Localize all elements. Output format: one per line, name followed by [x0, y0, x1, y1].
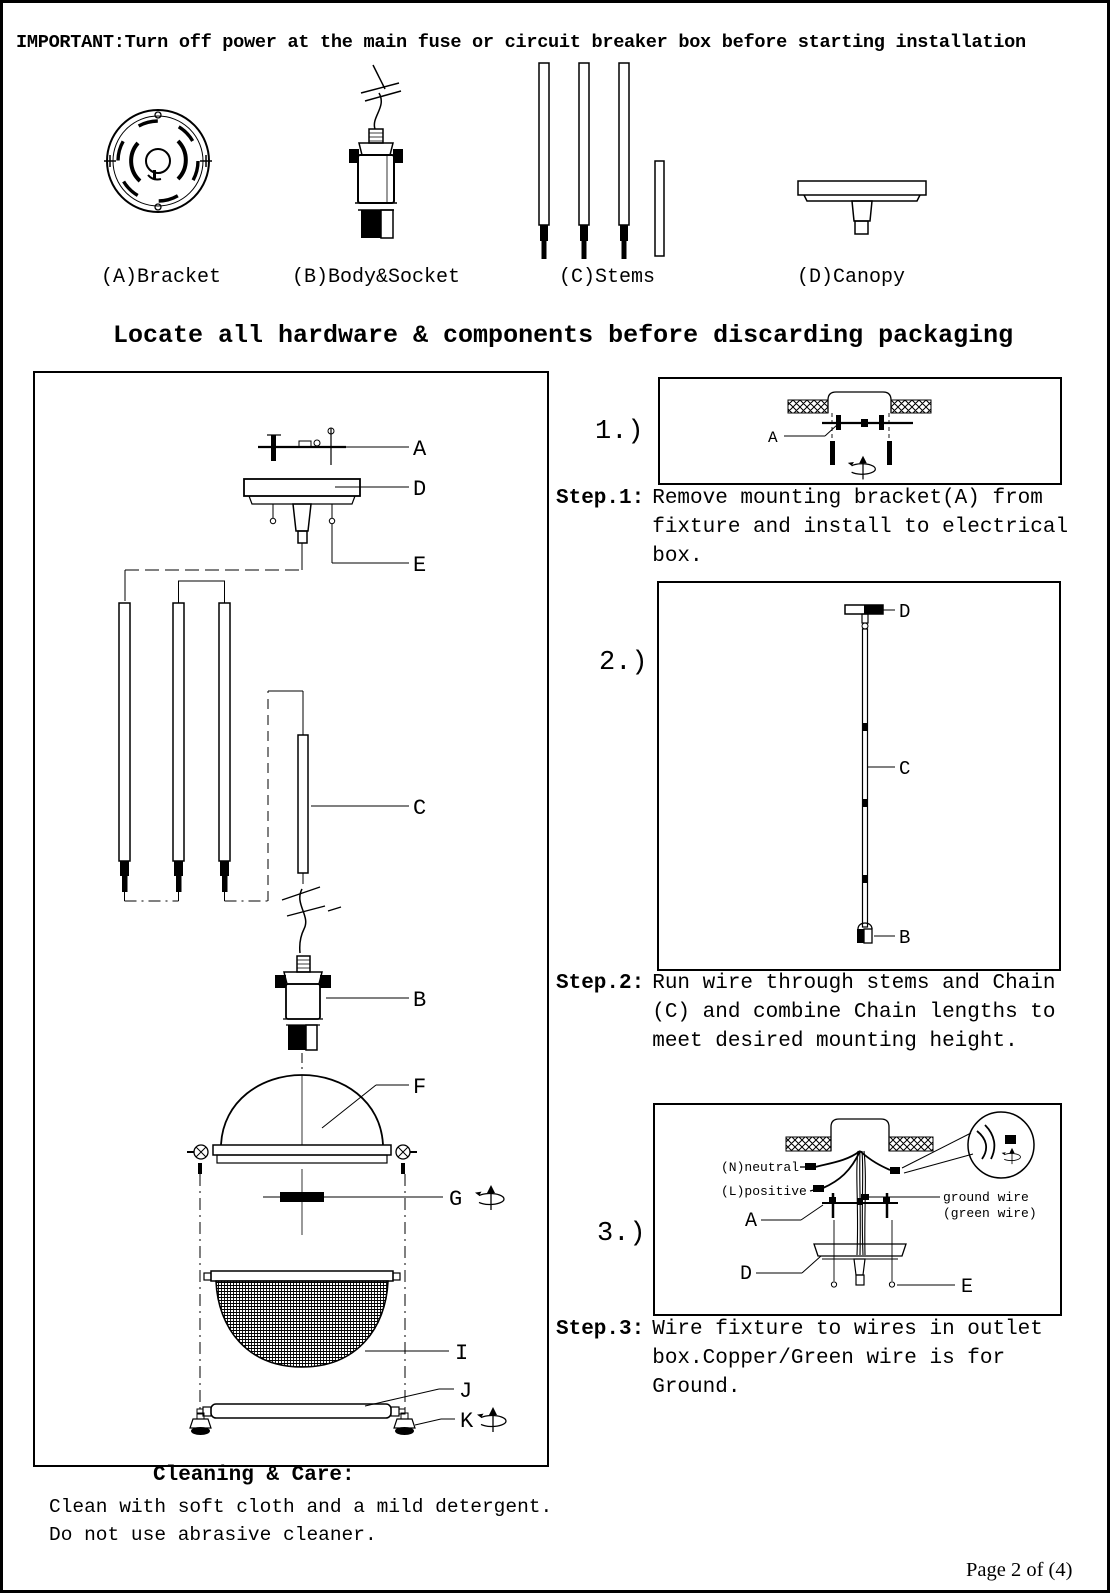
rotate-icon — [1002, 1148, 1021, 1164]
step3-ground-label2: (green wire) — [943, 1206, 1037, 1221]
rotate-icon — [848, 456, 876, 480]
step1-step-label: Step.1: — [556, 487, 645, 510]
step2-number: 2.) — [599, 648, 648, 678]
cleaning-heading: Cleaning & Care: — [153, 1464, 355, 1487]
locate-heading: Locate all hardware & components before discarding packaging — [113, 321, 1014, 350]
part-label-g: G — [449, 1187, 463, 1212]
step3-positive-label: (L)positive — [721, 1184, 807, 1199]
canopy-label: (D)Canopy — [797, 266, 906, 289]
step1-diagram — [660, 379, 1060, 483]
step2-line: (C) and combine Chain lengths to — [652, 1001, 1056, 1024]
step3-label-e: E — [961, 1276, 974, 1299]
step2-label-c: C — [899, 758, 911, 780]
step2-diagram-box — [657, 581, 1061, 971]
cleaning-line: Clean with soft cloth and a mild detergent. — [49, 1496, 553, 1518]
step3-neutral-label: (N)neutral — [721, 1160, 800, 1175]
step1-line: Remove mounting bracket(A) from — [652, 487, 1043, 510]
part-label-j: J — [459, 1379, 473, 1404]
step1-line: fixture and install to electrical — [652, 516, 1069, 539]
step2-instructions — [556, 969, 1055, 1056]
stems-label: (C)Stems — [559, 266, 656, 289]
step2-label-d: D — [899, 601, 911, 623]
step3-label-d: D — [740, 1263, 753, 1286]
step3-instructions — [556, 1315, 1043, 1402]
body-socket-label: (B)Body&Socket — [292, 266, 461, 289]
step2-line: Run wire through stems and Chain — [652, 972, 1056, 995]
cleaning-line: Do not use abrasive cleaner. — [49, 1524, 377, 1546]
step1-instructions — [556, 484, 1068, 571]
exploded-diagram — [35, 373, 547, 1465]
step1-label-a: A — [768, 429, 778, 447]
exploded-diagram-box — [33, 371, 549, 1467]
bracket-figure — [98, 101, 218, 221]
rotate-icon — [475, 1185, 504, 1210]
part-label-i: I — [455, 1341, 469, 1366]
part-label-d: D — [413, 477, 427, 502]
step3-label-a: A — [745, 1210, 758, 1233]
part-label-c: C — [413, 796, 427, 821]
step2-line: meet desired mounting height. — [652, 1030, 1018, 1053]
step3-line: Ground. — [652, 1376, 741, 1399]
step3-line: Wire fixture to wires in outlet — [652, 1318, 1043, 1341]
part-label-f: F — [413, 1075, 427, 1100]
page-number: Page 2 of (4) — [966, 1559, 1073, 1581]
rotate-icon — [477, 1407, 506, 1432]
step3-line: box.Copper/Green wire is for — [652, 1347, 1006, 1370]
canopy-figure — [796, 173, 931, 243]
step3-diagram — [655, 1105, 1060, 1314]
step2-label-b: B — [899, 927, 911, 949]
important-notice: IMPORTANT:Turn off power at the main fuse or circuit breaker box before starting installation — [16, 32, 1026, 53]
part-label-e: E — [413, 553, 427, 578]
step1-line: box. — [652, 545, 703, 568]
body-socket-figure — [321, 63, 436, 253]
step2-diagram — [659, 583, 1059, 969]
part-label-b: B — [413, 988, 427, 1013]
part-label-k: K — [460, 1409, 474, 1434]
step1-diagram-box — [658, 377, 1062, 485]
step1-number: 1.) — [595, 417, 644, 447]
part-label-a: A — [413, 437, 427, 462]
stems-figure — [531, 61, 676, 266]
step3-diagram-box — [653, 1103, 1062, 1316]
bracket-label: (A)Bracket — [101, 266, 222, 289]
step2-step-label: Step.2: — [556, 972, 645, 995]
step3-ground-label: ground wire — [943, 1190, 1029, 1205]
step3-number: 3.) — [597, 1219, 646, 1249]
step3-step-label: Step.3: — [556, 1318, 645, 1341]
